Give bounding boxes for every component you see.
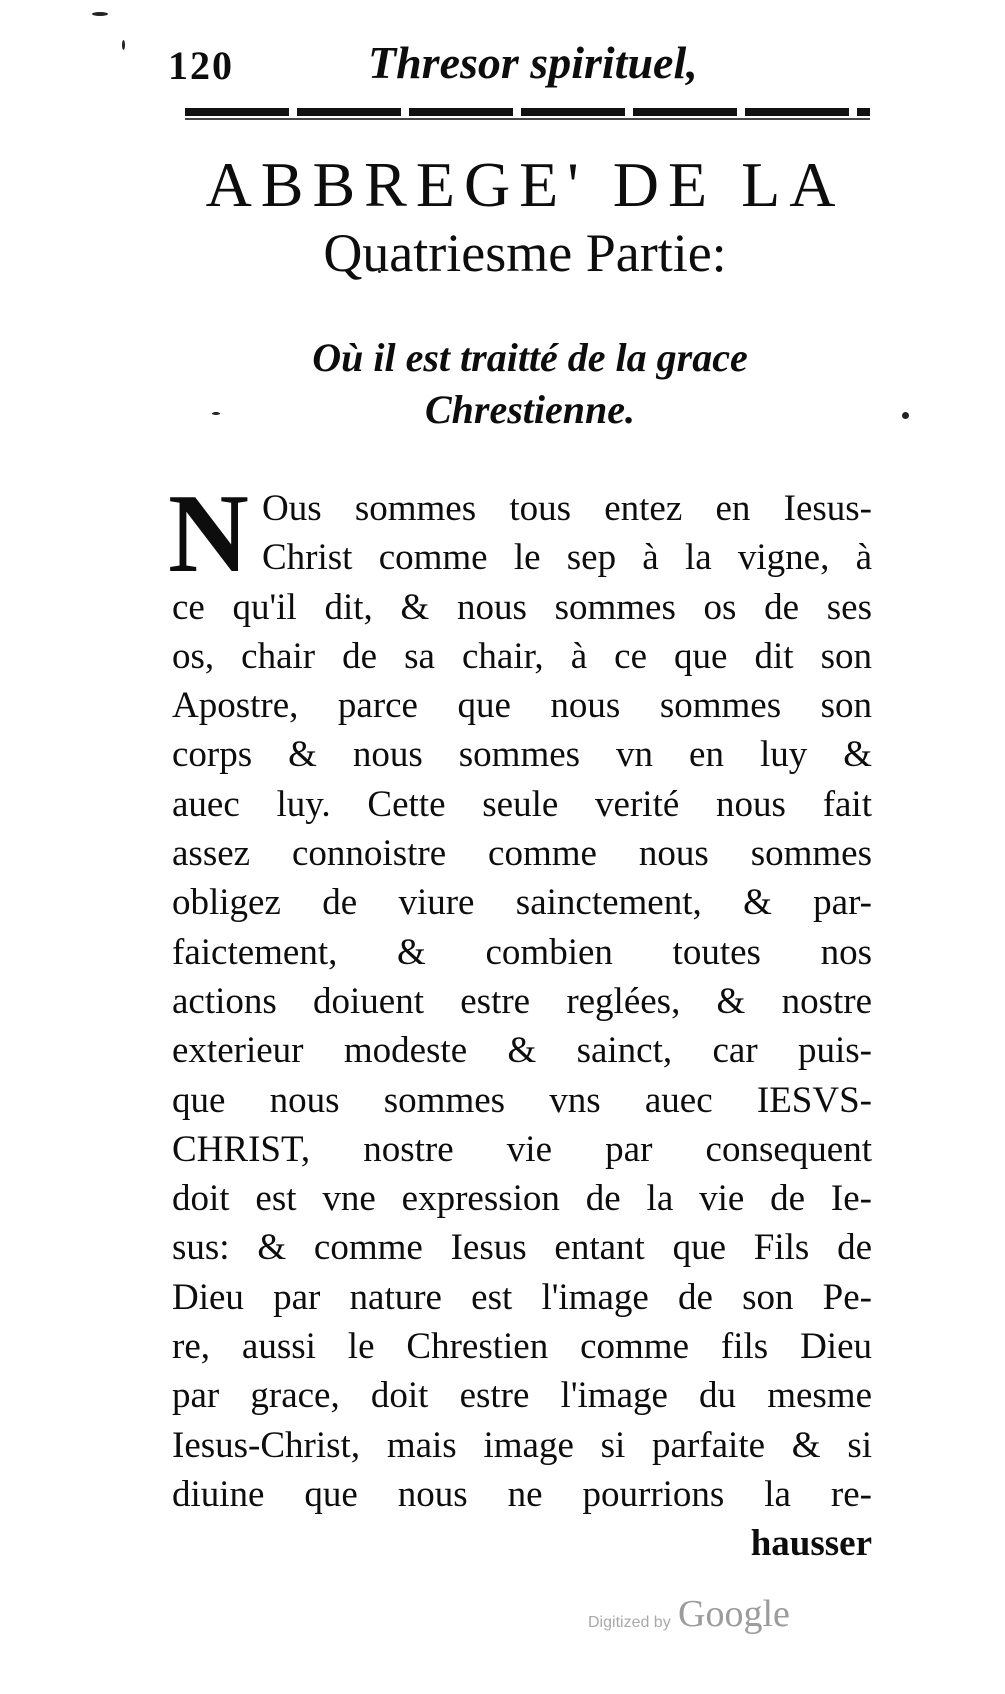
section-subtitle [200,332,860,436]
text-line: CHRIST, nostre vie par consequent [172,1128,872,1170]
text-line: Apostre, parce que nous sommes son [172,685,872,727]
text-line: exterieur modeste & sainct, car puis- [172,1030,872,1072]
text-line: re, aussi le Chrestien comme fils Dieu [172,1326,872,1368]
running-head [168,36,708,96]
text-line: auec luy. Cette seule verité nous fait [172,783,872,825]
text-line: actions doiuent estre reglées, & nostre [172,980,872,1022]
text-line: que nous sommes vns auec IESVS- [172,1079,872,1121]
ink-speck [902,412,909,419]
running-title: Thresor spirituel, [368,37,698,88]
text-line: os, chair de sa chair, à ce que dit son [172,635,872,677]
body-paragraph [172,484,872,1569]
text-line: diuine que nous ne pourrions la re- [172,1473,872,1515]
text-line: obligez de viure sainctement, & par- [172,882,872,924]
text-line: Iesus-Christ, mais image si parfaite & si [172,1424,872,1466]
page-number: 120 [168,43,234,88]
text-line: Christ comme le sep à la vigne, à [262,537,872,579]
section-heading: ABBREGE' DE LA [205,149,845,220]
text-line: Ous sommes tous entez en Iesus- [262,488,872,529]
text-line: doit est vne expression de la vie de Ie- [172,1178,872,1220]
watermark-digitized-text: Digitized by [588,1614,671,1631]
subtitle-line: Où il est traitté de la grace [312,335,748,380]
text-line: corps & nous sommes vn en luy & [172,734,872,776]
digitization-watermark [588,1592,808,1642]
drop-cap: N [168,472,249,596]
text-line: assez connoistre comme nous sommes [172,833,872,875]
ink-speck [122,40,125,50]
text-line: Dieu par nature est l'image de son Pe- [172,1276,872,1318]
section-heading-line2: Quatriesme Partie: [323,223,727,283]
header-rule [185,108,870,116]
ink-speck [92,12,108,16]
text-line: faictement, & combien toutes nos [172,931,872,973]
google-logo: Google [678,1593,790,1635]
text-line: par grace, doit estre l'image du mesme [172,1375,872,1417]
text-line: sus: & comme Iesus entant que Fils de [172,1227,872,1269]
subtitle-line: Chrestienne. [424,387,636,432]
catchword: hausser [750,1523,872,1565]
header-rule-underline [185,118,870,120]
text-line: ce qu'il dit, & nous sommes os de ses [172,586,872,628]
